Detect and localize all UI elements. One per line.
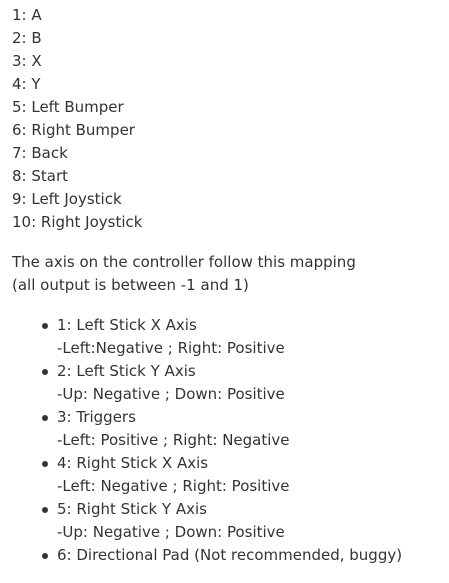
- bullet-icon: [42, 415, 48, 421]
- axis-title: 6: Directional Pad (Not recommended, buggy): [57, 546, 403, 564]
- axis-item: [57, 360, 449, 406]
- button-mapping-item: 6: Right Bumper: [12, 121, 135, 139]
- axis-item: [57, 452, 449, 498]
- button-mapping-item: 9: Left Joystick: [12, 190, 122, 208]
- axis-intro-note: (all output is between -1 and 1): [12, 276, 249, 294]
- button-mapping-item: 2: B: [12, 29, 42, 47]
- button-mapping-item: 10: Right Joystick: [12, 213, 143, 231]
- button-mapping-item: 5: Left Bumper: [12, 98, 124, 116]
- axis-item: [57, 498, 449, 544]
- axis-item: [57, 544, 449, 567]
- axis-detail: -Left: Negative ; Right: Positive: [57, 477, 290, 495]
- button-mapping-item: 8: Start: [12, 167, 69, 185]
- axis-mapping-list: [12, 314, 449, 567]
- axis-detail: -Up: Negative ; Down: Positive: [57, 385, 285, 403]
- button-mapping-item: 1: A: [12, 6, 42, 24]
- axis-intro: [12, 251, 449, 297]
- axis-title: 2: Left Stick Y Axis: [57, 362, 196, 380]
- button-mapping-item: 3: X: [12, 52, 42, 70]
- axis-title: 1: Left Stick X Axis: [57, 316, 197, 334]
- axis-detail: -Up: Negative ; Down: Positive: [57, 523, 285, 541]
- button-mapping-item: 4: Y: [12, 75, 41, 93]
- axis-item: [57, 406, 449, 452]
- bullet-icon: [42, 507, 48, 513]
- bullet-icon: [42, 323, 48, 329]
- bullet-icon: [42, 369, 48, 375]
- axis-detail: -Left: Positive ; Right: Negative: [57, 431, 290, 449]
- axis-item: [57, 314, 449, 360]
- axis-title: 4: Right Stick X Axis: [57, 454, 209, 472]
- axis-detail: -Left:Negative ; Right: Positive: [57, 339, 285, 357]
- axis-title: 3: Triggers: [57, 408, 136, 426]
- button-mapping-list: [12, 4, 449, 234]
- axis-title: 5: Right Stick Y Axis: [57, 500, 207, 518]
- bullet-icon: [42, 461, 48, 467]
- axis-intro-line: The axis on the controller follow this mapping: [12, 253, 356, 271]
- button-mapping-item: 7: Back: [12, 144, 68, 162]
- bullet-icon: [42, 553, 48, 559]
